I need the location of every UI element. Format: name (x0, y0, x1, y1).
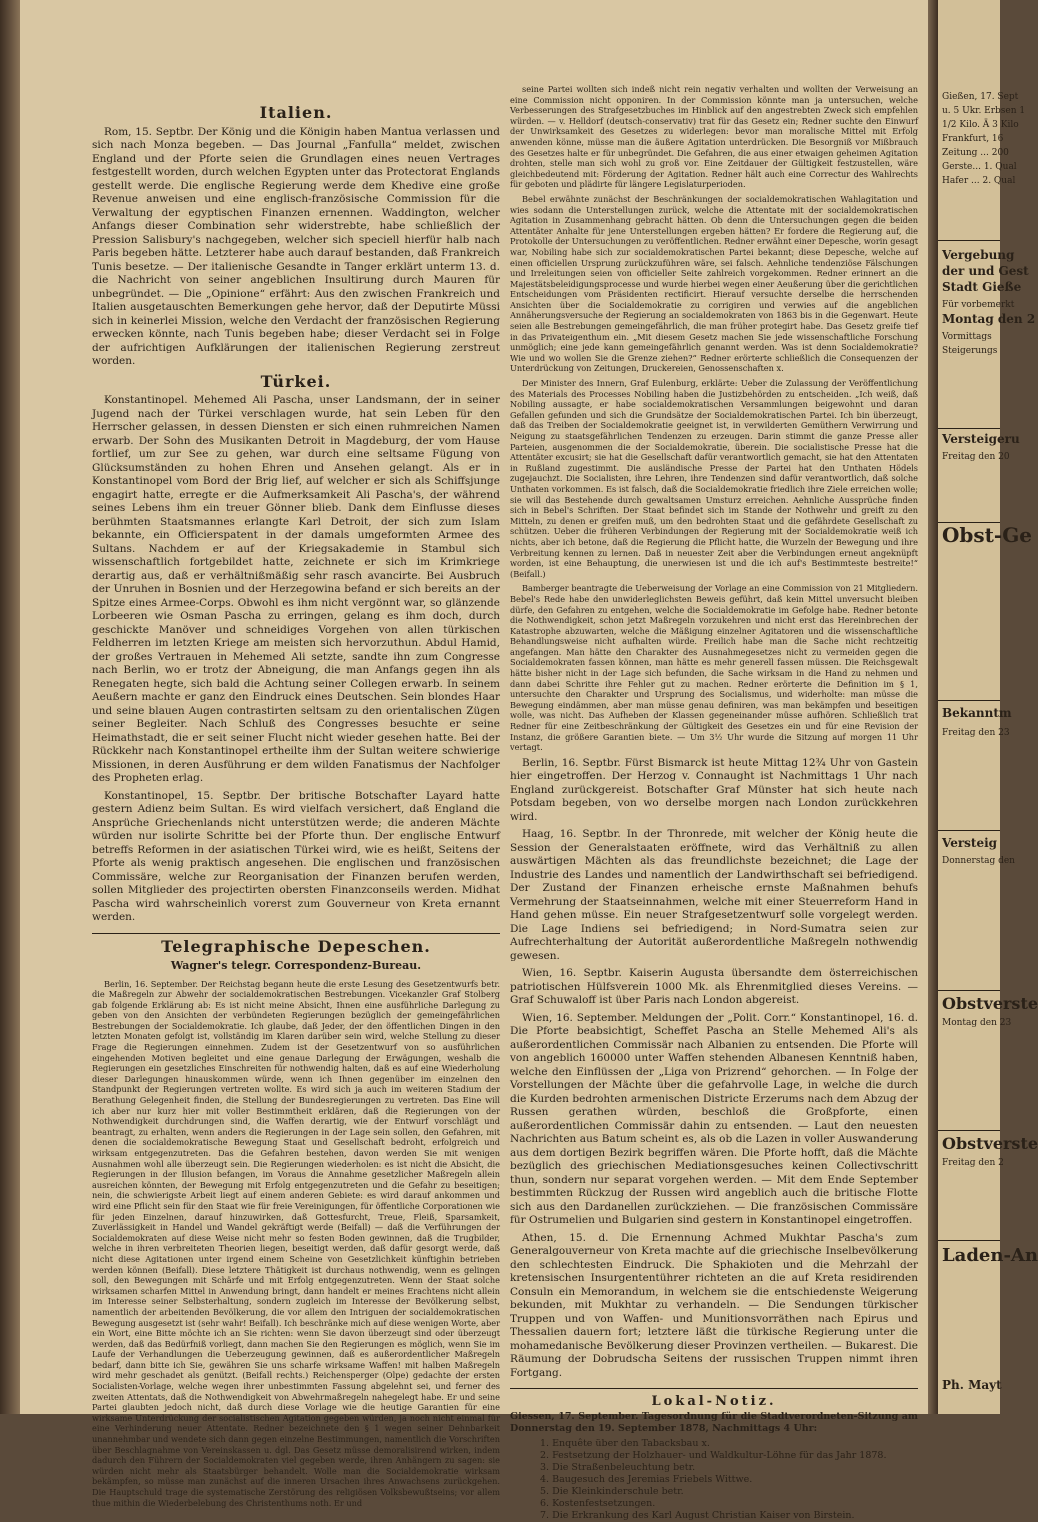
side-text: Hafer ... 2. Qual (942, 176, 1016, 186)
side-divider (938, 240, 1000, 241)
agenda-item: 1. Enquête über den Tabacksbau x. (540, 1437, 710, 1449)
section-heading-telegraph: Telegraphische Depeschen. (161, 936, 431, 956)
article-eulenburg: Der Minister des Innern, Graf Eulenburg, erklärte: Ueber die Zulassung der Veröffentlichung des Materials des Processes Nobiling haben die Justizbehörden zu entscheiden. „Ich weiß, daß Nobiling aussagte, er habe socialdemokratischen Versammlungen beigewohnt und daran Gefallen gefunden und sich die Grundsätze der Socialdemokratischen Partei. Ich bin überzeugt, daß das Treiben der Socialdemokratie geeignet ist, in verwilderten Gemüthern Verwirrung und Neigung zu staatsgefährlichen Tendenzen zu erzeugen. Darin stimmt die ganze Presse aller Parteien, ausgenommen die der Socialdemokratie, überein. Die socialistische Presse hat die Attentäter excusirt; sie hat die Gesellschaft dafür verantwortlich gemacht, sie hat den Attentaten in Rußland zugestimmt. Die ausländische Presse der Partei hat den Unthaten Hödels zugejauchzt. Die Socialisten, ihre Lehren, ihre Tendenzen sind dafür verantwortlich, daß solche Unthaten vorkommen. Es ist falsch, daß die Socialdemokratie friedlich ihre Ziele erreichen wolle; sie will das Bestehende durch gewaltsamen Umsturz erreichen. Aehnliche Aussprüche finden sich in Bebel's Schriften. Der Staat befindet sich im Stande der Nothwehr und greift zu den Mitteln, zu denen er greifen muß, um den bedrohten Staat und die gefährdete Gesellschaft zu schützen. Ueber die früheren Verbindungen der Regierung mit der Socialdemokratie weiß ich nichts, aber ich betone, daß die Regierung die Pflicht hatte, die Wurzeln der Bewegung und ihre Verbreitung kennen zu lernen. Daß in neuester Zeit aber die Verbindungen erneut angeknüpft worden, ist eine Behauptung, die unerwiesen ist und die ich auf's Bestimmteste bestreite!“ (Beifall.) (510, 378, 918, 579)
side-text: Steigerungs (942, 346, 998, 356)
agenda-item: 7. Die Erkrankung des Karl August Christian Kaiser von Birstein. (540, 1509, 855, 1521)
side-text: Montag den 23 (942, 1018, 1012, 1028)
agenda-item: 2. Festsetzung der Holzhauer- und Waldkultur-Löhne für das Jahr 1878. (540, 1449, 887, 1461)
section-heading-italien: Italien. (259, 103, 333, 122)
side-text: Frankfurt, 16 (942, 134, 1004, 144)
agenda-item: 5. Die Kleinkinderschule betr. (540, 1485, 684, 1497)
side-text: Freitag den 2 (942, 1158, 1004, 1168)
side-heading: Obstverste (942, 994, 1038, 1013)
side-divider (938, 990, 1000, 991)
side-divider (938, 700, 1000, 701)
newspaper-sheet (20, 0, 928, 1521)
adjacent-page-fragment (938, 0, 1038, 1414)
side-divider (938, 428, 1000, 429)
article-berlin-reichstag: Berlin, 16. September. Der Reichstag begann heute die erste Lesung des Gesetzentwurfs betr. die Maßregeln zur Abwehr der socialdemokratischen Bestrebungen. Vicekanzler Graf Stolberg gab folgende Erklärung ab: Es ist nicht meine Absicht, Ihnen eine ausführliche Darlegung zu geben von den Ansichten der verbündeten Regierungen bezüglich der gemeingefährlichen Bestrebungen der Socialdemokratie. Ich glaube, daß Jeder, der den öffentlichen Dingen in den letzten Monaten gefolgt ist, vollständig im Klaren darüber sein wird, welche Stellung zu dieser Frage die Regierungen einnehmen. Zudem ist der Gesetzentwurf von so ausführlichen eingehenden Motiven begleitet und eine genaue Darlegung der Erwägungen, weshalb die Regierungen ein gesetzliches Einschreiten für nothwendig halten, daß es auf eine Wiederholung dieser Darlegungen hinauskommen würde, wenn ich Ihnen gegenüber im einzelnen den Standpunkt der Regierungen vertreten wollte. Es wird sich ja auch im weiteren Stadium der Berathung Gelegenheit finden, die Stellung der Bundesregierungen zu vertreten. Das Eine will ich aber nur kurz hier mit voller Bestimmtheit erklären, daß die Regierungen von der Nothwendigkeit durchdrungen sind, die Waffen derartig, wie der Entwurf vorschlägt und beantragt, zu erhalten, wenn anders die Regierungen in der Lage sein sollen, den Gefahren, mit denen die socialdemokratische Bewegung Staat und Gesellschaft bedroht, erfolgreich und wirksam entgegenzutreten. Das die Gefahren bestehen, davon werden Sie mit wenigen Ausnahmen wohl alle überzeugt sein. Die Regierungen wiederholen: es ist nicht die Absicht, die Regierungen in der Illusion befangen, im Voraus die Annahme gesetzlicher Maßregeln allein ausreichen könnten, der Bewegung mit Erfolg entgegenzutreten und die Gefahr zu beseitigen; nein, die schwierigste Arbeit liegt auf einem anderen Gebiete: es wird darauf ankommen und wird eine Pflicht sein für den Staat wie für freie Vereinigungen, für öffentliche Corporationen wie für jeden Einzelnen, darauf hinzuwirken, daß Gottesfurcht, Treue, Fleiß, Sparsamkeit, Zuverlässigkeit in Handel und Wandel gekräftigt werde (Beifall) — daß die Verführungen der Socialdemokraten auf diese Weise nicht mehr so festen Boden gewinnen, daß die Trugbilder, welche in ihren verbreiteten Theorien liegen, beseitigt werden, daß dafür gesorgt werde, daß nicht diese Agitationen unter irgend einem Scheine von Gesetzlichkeit künftighin betrieben werden können (Beifall). Diese letztere Thätigkeit ist durchaus nothwendig, wenn es gelingen soll, den Bewegungen mit Schärfe und mit Erfolg entgegenzutreten. Wenn der Staat solche wirksamen scharfen Mittel in Anwendung bringt, dann handelt er meines Erachtens nicht allein im Interesse seiner Selbsterhaltung, sondern zugleich im Interesse der Bevölkerung selbst, namentlich der arbeitenden Bevölkerung, die vor allem den Intriguen der socialdemokratischen Bewegung ausgesetzt ist (sehr wahr! Beifall). Ich beschränke mich auf diese wenigen Worte, aber ein Wort, eine Bitte möchte ich an Sie richten: wenn Sie davon überzeugt sind oder überzeugt werden, daß das Bedürfniß vorliegt, dann machen Sie den Regierungen es möglich, wenn Sie im Laufe der Verhandlungen die Ueberzeugung gewinnen, daß es außerordentlicher Maßregeln bedarf, dann bitte ich Sie, gewähren Sie uns scharfe wirksame Waffen! mit halben Maßregeln wird mehr geschadet als genützt. (Beifall rechts.) Reichensperger (Olpe) gedachte der ersten Socialisten-Vorlage, welche wegen ihrer unbestimmten Fassung abgelehnt sei, und ferner des zweiten Attentats, daß die Nothwendigkeit von Abwehrmaßregeln nahegelegt habe. Er und seine Partei glaubten jedoch nicht, daß durch diese Vorlage wie die heutige Garantien für eine wirksame Unterdrückung der socialistischen Agitation gegeben würden, ja noch nicht einmal für eine Verhinderung neuer Attentate. Redner bezeichnete den § 1 wegen seiner Dehnbarkeit unannehmbar und wendete sich dann gegen einzelne Bestimmungen, namentlich die Vorschriften über Beschlagnahme von Vereinskassen u. dgl. Das Gesetz müsse demoralisirend wirken, indem dadurch den Führern der Socialdemokraten viel gegeben werde, ihren Anhängern zu sagen: sie würden nicht mehr als Staatsbürger behandelt. Wolle man die Socialdemokratie wirksam bekämpfen, so müsse man zunächst auf die inneren Ursachen ihres Anwachsens zurückgehen. Die Hauptschuld trage die systematische Zerstörung des religiösen Volksbewußtseins; vor allem thue mithin die Wiederbelebung des Christenthums noth. Er und (92, 978, 501, 1508)
side-heading: Obstverste (942, 1134, 1038, 1153)
side-text: Donnerstag den (942, 856, 1015, 866)
book-binding (0, 0, 20, 1414)
article-rom: Rom, 15. Septbr. Der König und die Königin haben Mantua verlassen und sich nach Monza begeben. — Das Journal „Fanfulla“ meldet, zwischen England und der Pforte seien die Grundlagen eines neuen Vertrages festgestellt worden, durch welchen Egypten unter das Protectorat Englands gestellt werde. Die englische Regierung werde dem Khedive eine große Revenue anweisen und eine englisch-französische Commission für die Verwaltung der egyptischen Finanzen ernennen. Waddington, welcher Anfangs dieser Combination sehr widerstrebte, habe schließlich der Pression Salisbury's nachgegeben, welcher sich speciell hierfür halb nach Paris begeben hätte. Letzterer habe auch darauf bestanden, daß Frankreich Tunis besetze. — Der italienische Gesandte in Tanger erklärt unterm 13. d. die Nachricht von seiner angeblichen Insultirung durch Mauren für unbegründet. — Die „Opinione“ erfährt: Aus den zwischen Frankreich und Italien ausgetauschten Bemerkungen gehe hervor, daß der Deputirte Müssi sich in keinerlei Mission, welche den Verdacht der französischen Regierung erwecken könnte, nach Tunis begeben habe; dieser Verdacht sei in Folge der aufrichtigen Aufklärungen der italienischen Regierung zerstreut worden. (92, 125, 500, 367)
left-column (92, 100, 500, 1512)
divider (510, 1388, 918, 1389)
side-divider (938, 1240, 1000, 1241)
article-konstantinopel-2: Konstantinopel, 15. Septbr. Der britische Botschafter Layard hatte gestern Adienz beim Sultan. Es wird vielfach versichert, daß England die Ansprüche Griechenlands nicht unterstützen werde; die anderen Mächte würden nur isolirte Schritte bei der Pforte thun. Der englische Entwurf betreffs Reformen in der asiatischen Türkei wird, wie es heißt, Seitens der Pforte als wenig praktisch angesehen. Die englischen und französischen Commissäre, welche zur Reorganisation der Finanzen berufen werden, sollen Mitglieder des projectirten obersten Finanzconseils werden. Midhat Pascha wird wahrscheinlich vorerst zum Gouverneur von Kreta ernannt werden. (92, 789, 500, 923)
side-text: Gießen, 17. Sept (942, 92, 1019, 102)
article-konstantinopel-1: Konstantinopel. Mehemed Ali Pascha, unser Landsmann, der in seiner Jugend nach der Türkei verschlagen wurde, hat sein Leben für den Herrscher gelassen, in dessen Diensten er sich einen ruhmreichen Namen erwarb. Der Sohn des Musikanten Detroit in Magdeburg, der vom Hause fortlief, um zur See zu gehen, war durch eine seltsame Fügung von Glücksumständen zu hohen Ehren und Ansehen gelangt. Als er in Konstantinopel vom Bord der Brig lief, auf welcher er sich als Schiffsjunge engagirt hatte, erregte er die Aufmerksamkeit Ali Pascha's, der während seines Lebens ihm ein treuer Gönner blieb. Dank dem Einflusse dieses berühmten Staatsmannes erlangte Karl Detroit, der sich zum Islam bekannte, ein Officierspatent in der damals umgeformten Armee des Sultans. Nachdem er auf der Kriegsakademie in Stambul sich wissenschaftlich fortgebildet hatte, zeichnete er sich im Krimkriege derartig aus, daß er verhältnißmäßig sehr rasch avancirte. Bei Ausbruch der Unruhen in Bosnien und der Herzegowina befand er sich bereits an der Spitze eines Armee-Corps. Obwohl es ihm nicht vergönnt war, so glänzende Lorbeeren wie Osman Pascha zu erringen, gelang es ihm doch, durch geschickte Manöver und schneidiges Vorgehen von allen türkischen Feldherren im letzten Kriege am meisten sich hervorzuthun. Abdul Hamid, der großes Vertrauen in Mehemed Ali setzte, sandte ihn zum Congresse nach Berlin, wo er trotz der Abneigung, die man Anfangs gegen ihn als Renegaten hegte, sich bald die Achtung seiner Collegen erwarb. In seinem Aeußern machte er ganz den Eindruck eines Deutschen. Sein blondes Haar und seine blauen Augen contrastirten seltsam zu den orientalischen Zügen seiner Begleiter. Nach Schluß des Congresses besuchte er seine Heimathstadt, die er seit seiner Flucht nicht wieder gesehen hatte. Bei der Rückkehr nach Konstantinopel ertheilte ihm der Sultan weitere schwierige Missionen, in deren Ausführung er dem wilden Fanatismus der Nachfolger des Propheten erlag. (92, 394, 500, 784)
side-text: 1/2 Kilo. Ä 3 Kilo (942, 120, 1019, 130)
side-heading: Montag den 2 (942, 312, 1036, 326)
side-divider (938, 1130, 1000, 1131)
section-heading-tuerkei: Türkei. (260, 371, 332, 391)
side-text: Gerste... 1. Qual (942, 162, 1017, 172)
agenda-item: 3. Die Straßenbeleuchtung betr. (540, 1461, 696, 1473)
article-wien-2: Wien, 16. September. Meldungen der „Polit. Corr.“ Konstantinopel, 16. d. Die Pforte beabsichtigt, Scheffet Pascha an Stelle Mehemed Ali's als außerordentlichen Commissär nach Albanien zu entsenden. Die Pforte will von angeblich 160000 unter Waffen stehenden Albanesen Kenntniß haben, welche den Einflüssen der „Liga von Prizrend“ gehorchen. — In Folge der Vorstellungen der Mächte über die gefahrvolle Lage, in welche die durch die Kurden bedrohten armenischen Districte Erzerums nach dem Abzug der Russen gerathen würden, beschloß die Großpforte, einen außerordentlichen Commissär dahin zu entsenden. — Laut den neuesten Nachrichten aus Batum scheint es, als ob die Lazen in voller Auswanderung aus dem dortigen Bezirk begriffen wären. Die Pforte hofft, daß die Mächte bezüglich des griechischen Mediationsgesuches keinen Collectivschritt thun, sondern nur separat vorgehen werden. — Mit dem Ende September bestimmten Rückzug der Russen wird angeblich auch die britische Flotte sich aus den Dardanellen zurückziehen. — Die französischen Commissäre für Ostrumelien und Bulgarien sind gestern in Konstantinopel eingetroffen. (510, 1011, 918, 1227)
side-heading: der und Gest (942, 264, 1029, 278)
agenda-item: 6. Kostenfestsetzungen. (540, 1497, 656, 1509)
article-haag: Haag, 16. Septbr. In der Thronrede, mit welcher der König heute die Session der Generalstaaten eröffnete, wird das Verhältniß zu allen auswärtigen Mächten als das freundlichste bezeichnet; die Lage der Industrie des Landes und namentlich der Landwirthschaft sei befriedigend. Der Zustand der Finanzen erheische ernste Maßnahmen behufs Vermehrung der Staatseinnahmen, welche mit einer Steuerreform Hand in Hand gehen müsse. Ein neuer Strafgesetzentwurf solle vorgelegt werden. Die Lage Indiens sei befriedigend; in Nord-Sumatra seien zur Aufrechterhaltung der Autorität außerordentliche Maßregeln nothwendig gewesen. (510, 828, 918, 962)
side-text: u. 5 Ukr. Erbsen 1 (942, 106, 1026, 116)
article-continuation: seine Partei wollten sich indeß nicht rein negativ verhalten und wollten der Verweisung an eine Commission nicht opponiren. In der Commission könnte man ja untersuchen, welche Verbesserungen des Strafgesetzbuches im Hinblick auf den angestrebten Zweck sich empfehlen würden. — v. Helldorf (deutsch-conservativ) trat für das Gesetz ein; Redner suchte den Einwurf der Unwirksamkeit des Gesetzes zu widerlegen: bevor man moralische Mittel mit Erfolg anwenden könne, müsse man die äußere Agitation unterdrücken. Die Besorgniß vor Mißbrauch des Gesetzes halte er für unbegründet. Die Gefahren, die aus einer etwaigen geheimen Agitation drohten, stelle man sich wohl zu groß vor. Eine Zeitdauer der Gültigkeit festzustellen, wäre gleichbedeutend mit: Förderung der Agitation. Redner hält auch eine Correctur des Wahlrechts für geboten und plädirte für längere Legislaturperioden. (510, 84, 918, 190)
side-heading: Vergebung (942, 248, 1015, 262)
divider (92, 933, 500, 934)
lokal-notiz-intro: Giessen, 17. September. Tagesordnung für die Stadtverordneten-Sitzung am Donnerstag den 19. September 1878, Nachmittags 4 Uhr: (510, 1410, 918, 1434)
side-heading: Versteig (942, 836, 998, 850)
side-heading: Obst-Ge (942, 523, 1033, 547)
side-heading: Bekanntm (942, 706, 1012, 720)
article-berlin-bismarck: Berlin, 16. Septbr. Fürst Bismarck ist heute Mittag 12¾ Uhr von Gastein hier eingetroffen. Der Herzog v. Connaught ist Nachmittags 1 Uhr nach England zurückgereist. Botschafter Graf Münster hat sich heute nach Potsdam begeben, von wo derselbe morgen nach London zurückkehren wird. (510, 756, 918, 823)
article-bebel: Bebel erwähnte zunächst der Beschränkungen der socialdemokratischen Wahlagitation und wies sodann die Unterstellungen zurück, welche die Attentate mit der socialdemokratischen Agitation in Zusammenhang gebracht hätten. Ob denn die Untersuchungen gegen die beiden Attentäter Anhalte für jene Unterstellungen ergeben hätten? Er fordere die Regierung auf, die Protokolle der Untersuchungen zu veröffentlichen. Redner erwähnt einer Depesche, worin gesagt war, Nobiling habe sich zur socialdemokratischen Partei bekannt; diese Depesche, welche auf einen officiellen Ursprung zurückzuführen wäre, sei falsch. Aehnliche tendenziöse Fälschungen und Irreleitungen seien von officieller Seite zahlreich vorgekommen. Redner erinnert an die Majestätsbeleidigungsprocesse und wurde hierbei wegen einer Aeußerung über die gerichtlichen Entscheidungen vom Präsidenten rectificirt. Hierauf versuchte derselbe die herrschenden Ansichten über die Socialdemokratie zu corrigiren und verwies auf die angeblichen Annäherungsversuche der Regierung an socialdemokraten von 1863 bis in die Gegenwart. Heute seien alle Bestrebungen gemeingefährlich, die man früher protegirt habe. Das Gesetz greife tief in das Privateigenthum ein. „Mit diesem Gesetz machen Sie jede wissenschaftliche Forschung unmöglich; eine jede kann gemeingefährlich genannt werden. Was ist denn Socialdemokratie? Wie und wo wollen Sie die Grenze ziehen?“ Redner erörterte schließlich die Consequenzen der Unterdrückung von Zeitungen, Druckereien, Genossenschaften x. (510, 193, 918, 374)
side-text: Freitag den 20 (942, 452, 1010, 462)
lokal-notiz-title: Lokal-Notiz. (651, 1394, 777, 1410)
side-text: Freitag den 23 (942, 728, 1010, 738)
agenda-item: 4. Baugesuch des Jeremias Friebels Wittwe. (540, 1473, 753, 1485)
side-heading: Versteigeru (942, 432, 1020, 446)
page-gutter (928, 0, 938, 1414)
article-wien-1: Wien, 16. Septbr. Kaiserin Augusta übersandte dem österreichischen patriotischen Hülfsverein 1000 Mk. als Ehrenmitglied dieses Vereins. — Graf Schuwaloff ist über Paris nach London abgereist. (510, 967, 918, 1007)
article-athen: Athen, 15. d. Die Ernennung Achmed Mukhtar Pascha's zum Generalgouverneur von Kreta machte auf die griechische Inselbevölkerung den schlechtesten Eindruck. Die Sphakioten und die Mehrzahl der kretensischen Insurgententührer richteten an die auf Kreta residirenden Consuln ein Memorandum, in welchem sie die entschiedenste Weigerung bekunden, mit Mukhtar zu verhandeln. — Die Sendungen türkischer Truppen und von Waffen- und Munitionsvorräthen nach Epirus und Thessalien dauern fort; letztere läßt die türkische Regierung unter die mohamedanische Bevölkerung dieser Provinzen vertheilen. — Bukarest. Die Räumung der Dobrudscha Seitens der russischen Truppen nimmt ihren Fortgang. (510, 1231, 918, 1379)
telegraph-bureau-title: Wagner's telegr. Correspondenz-Bureau. (170, 959, 422, 972)
side-heading: Stadt Gieße (942, 280, 1022, 294)
article-bamberger: Bamberger beantragte die Ueberweisung der Vorlage an eine Commission von 21 Mitgliedern. Bebel's Rede habe den unwiderleglichsten Beweis geführt, daß kein Mittel unversucht bleiben dürfe, den Gefahren zu entgehen, welche die Socialdemokratie im Gefolge habe. Redner betonte die Nothwendigkeit, schon jetzt Maßregeln vorzukehren und nicht erst das Hereinbrechen der Katastrophe abzuwarten, welche die Mäßigung einzelner Agitatoren und die wissenschaftliche Behandlungsweise nicht aufhalten würde. Freilich habe man die Sache nicht rechtzeitig angefangen. Man hätte den Charakter des Ausnahmegesetzes nicht zu vermeiden gegen die Socialdemokraten fassen können, man hätte es mehr generell fassen müssen. Die Reichsgewalt hätte bisher nicht in der Lage sich befunden, die Sache wirksam in die Hand zu nehmen und dann dabei Schritte ihre Fehler gut zu machen. Redner erörterte die Definition im § 1, untersuchte den Charakter und Ursprung des Socialismus, und widerholte: man müsse die Bewegung eindämmen, aber man müsse genau definiren, was man bekämpfen und beseitigen wolle, was nicht. Das Aufheben der Klassen gegeneinander müsse aufhören. Schließlich trat Redner für eine Zeitbeschränkung der Gültigkeit des Gesetzes ein und für eine Revision der Instanz, die größere Garantien biete. — Um 3½ Uhr wurde die Sitzung auf morgen 11 Uhr vertagt. (510, 583, 918, 753)
agenda-list (510, 1438, 918, 1522)
side-heading: Laden-An (942, 1245, 1038, 1266)
side-text: Vormittags (942, 332, 992, 342)
side-heading: Ph. Mayt (942, 1378, 1002, 1392)
right-column (510, 84, 918, 1522)
side-divider (938, 830, 1000, 831)
side-text: Zeitung ... 200 (942, 148, 1009, 158)
side-text: Für vorbemerkt (942, 300, 1015, 310)
